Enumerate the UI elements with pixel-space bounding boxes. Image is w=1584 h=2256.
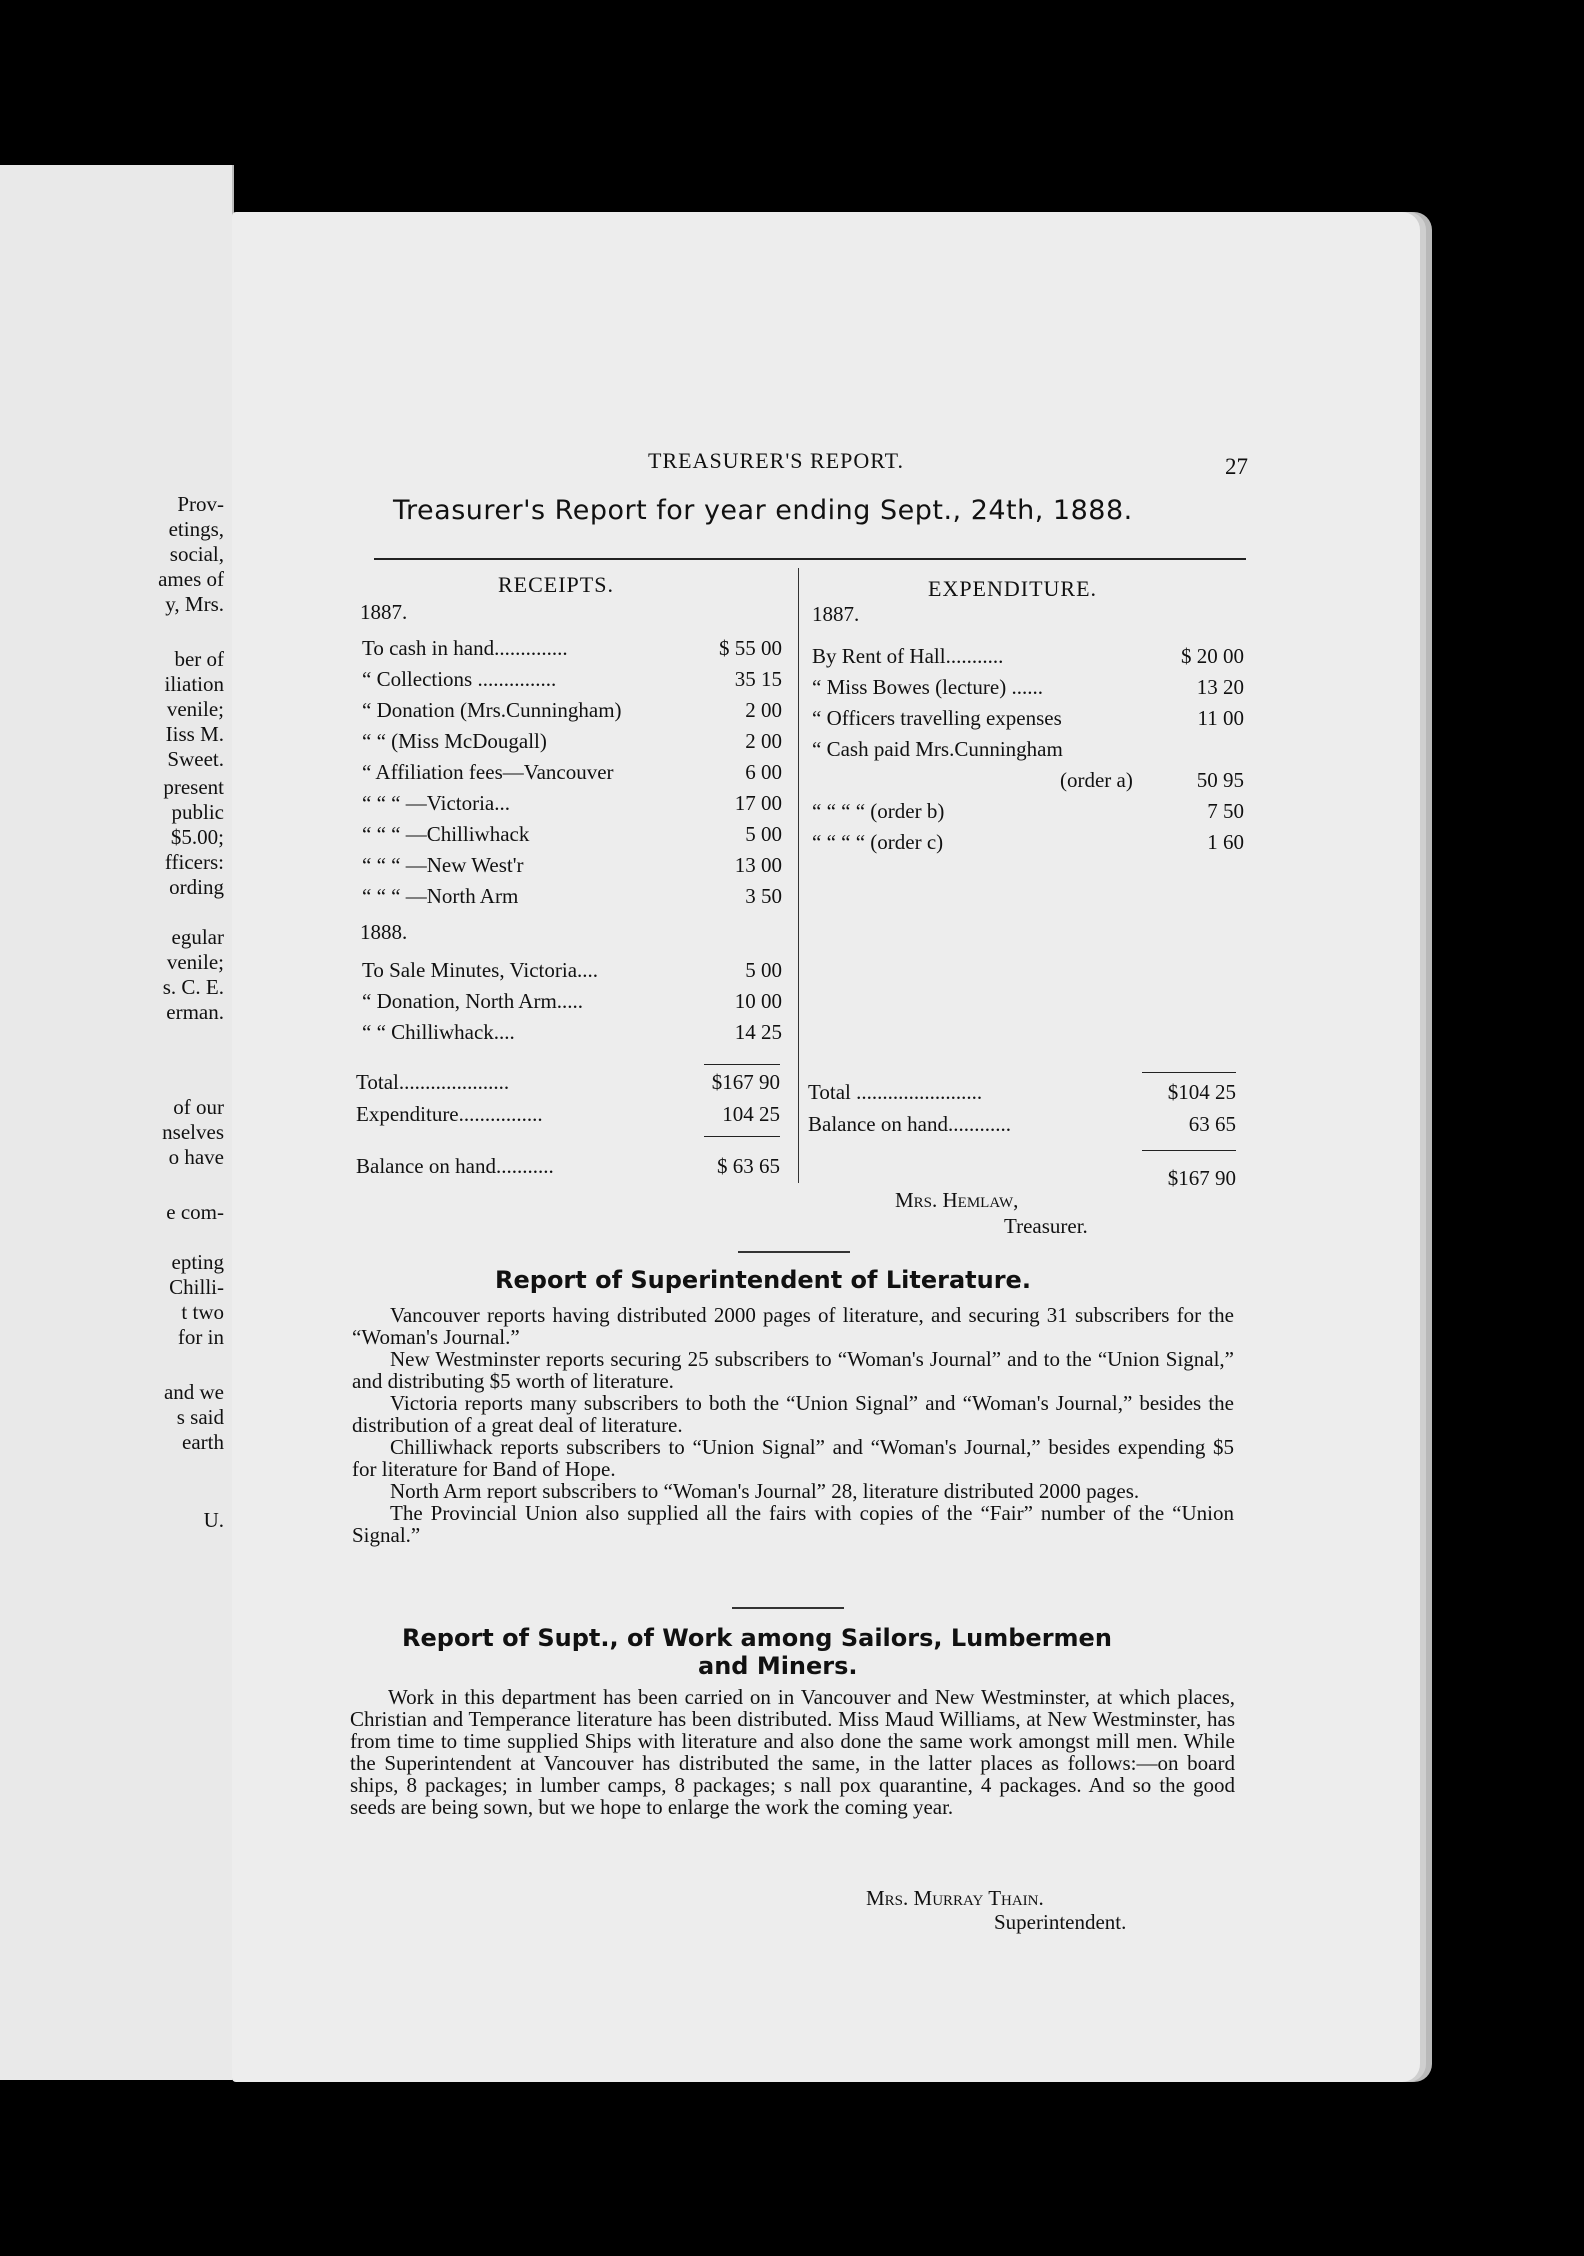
literature-paragraph: North Arm report subscribers to “Woman's Journal” 28, literature distributed 2000 pages.: [390, 1479, 1140, 1503]
left-page: [0, 165, 234, 2080]
receipts-balance-label: Balance on hand...........: [356, 1154, 554, 1178]
expenditure-label: “ “ “ “ (order b): [812, 799, 945, 823]
expenditure-label: “ Officers travelling expenses: [812, 706, 1062, 730]
literature-paragraph: The Provincial Union also supplied all the fairs with copies of the “Fair” number of the “Union Signal.”: [352, 1501, 1234, 1547]
receipts-label: “ Collections ...............: [362, 667, 557, 691]
receipts-year-1888: 1888.: [360, 920, 408, 944]
superintendent-title: Superintendent.: [994, 1910, 1127, 1934]
left-page-fragment: o have: [168, 1145, 224, 1169]
receipts-label: “ “ “ —New West'r: [362, 853, 524, 877]
receipts-label: “ Affiliation fees—Vancouver: [362, 760, 614, 784]
section-divider-1: [738, 1251, 850, 1253]
left-page-fragment: social,: [169, 542, 224, 566]
receipts-label: “ “ (Miss McDougall): [362, 729, 547, 753]
receipts-label: To Sale Minutes, Victoria....: [362, 958, 599, 982]
receipts-expenditure-label: Expenditure................: [356, 1102, 543, 1126]
expenditure-amount: $ 20 00: [1181, 644, 1244, 668]
receipts-label: “ “ Chilliwhack....: [362, 1020, 515, 1044]
left-page-fragment: U.: [203, 1508, 224, 1532]
expenditure-amount: 50 95: [1196, 768, 1244, 792]
receipts-amount: 35 15: [734, 667, 782, 691]
expenditure-amount: 11 00: [1197, 706, 1244, 730]
left-page-fragment: ames of: [158, 567, 224, 591]
receipts-label: “ “ “ —North Arm: [362, 884, 519, 908]
expenditure-label: By Rent of Hall...........: [812, 644, 1004, 668]
left-page-fragment: of our: [173, 1095, 224, 1119]
receipts-amount: 2 00: [745, 698, 782, 722]
receipts-amount: 13 00: [734, 853, 782, 877]
left-page-fragment: t two: [181, 1300, 224, 1324]
receipts-total-label: Total.....................: [356, 1070, 510, 1094]
left-page-fragment: and we: [163, 1380, 224, 1404]
superintendent-name: Mrs. Murray Thain.: [866, 1886, 1044, 1910]
sailors-title-line1: Report of Supt., of Work among Sailors, Lumbermen: [402, 1624, 1112, 1652]
receipts-balance: $ 63 65: [717, 1154, 780, 1178]
expenditure-label: “ Cash paid Mrs.Cunningham: [812, 737, 1063, 761]
literature-paragraph: Chilliwhack reports subscribers to “Union Signal” and “Woman's Journal,” besides expending $5 for literature for Band of Hope.: [352, 1435, 1234, 1481]
literature-title: Report of Superintendent of Literature.: [495, 1266, 1031, 1294]
left-page-fragment: public: [171, 800, 224, 824]
sailors-title-line2: and Miners.: [698, 1652, 858, 1680]
receipts-amount: 10 00: [734, 989, 782, 1013]
left-page-fragment: fficers:: [164, 850, 224, 874]
left-page-fragment: Chilli-: [169, 1275, 224, 1299]
expenditure-label: “ “ “ “ (order c): [812, 830, 944, 854]
expenditure-amount: 13 20: [1196, 675, 1244, 699]
literature-paragraph: Victoria reports many subscribers to both the “Union Signal” and “Woman's Journal,” besides the distribution of a great deal of literature.: [352, 1391, 1234, 1437]
left-page-fragment: erman.: [166, 1000, 224, 1024]
receipts-heading: RECEIPTS.: [498, 572, 614, 597]
receipts-label: To cash in hand..............: [362, 636, 568, 660]
page-number: 27: [1225, 454, 1248, 479]
left-page-fragment: s. C. E.: [162, 975, 224, 999]
receipts-amount: 14 25: [734, 1020, 782, 1044]
expenditure-label: “ Miss Bowes (lecture) ......: [812, 675, 1043, 699]
running-head: TREASURER'S REPORT.: [648, 448, 904, 473]
left-page-fragment: ber of: [174, 647, 224, 671]
left-page-fragment: earth: [182, 1430, 224, 1454]
expenditure-amount: 7 50: [1207, 799, 1244, 823]
expenditure-heading: EXPENDITURE.: [928, 576, 1098, 601]
expenditure-label: (order a): [1060, 768, 1133, 792]
receipts-label: “ “ “ —Victoria...: [362, 791, 511, 815]
expenditure-total: $104 25: [1167, 1080, 1236, 1104]
left-page-fragment: nselves: [162, 1120, 224, 1144]
sailors-body: [350, 1686, 1235, 1818]
receipts-label: “ Donation, North Arm.....: [362, 989, 584, 1013]
receipts-amount: 2 00: [745, 729, 782, 753]
left-page-fragment: iliation: [164, 672, 224, 696]
left-page-fragment: Iiss M.: [165, 722, 224, 746]
literature-paragraph: New Westminster reports securing 25 subscribers to “Woman's Journal” and to the “Union Signal,” and distributing $5 worth of literature.: [352, 1347, 1234, 1393]
receipts-amount: 6 00: [745, 760, 782, 784]
receipts-total: $167 90: [711, 1070, 780, 1094]
expenditure-balance-label: Balance on hand............: [808, 1112, 1011, 1136]
column-divider: [798, 568, 799, 1183]
receipts-year-1887: 1887.: [360, 600, 408, 624]
sailors-paragraph: Work in this department has been carried on in Vancouver and New Westminster, at which places, Christian and Temperance literature has been distributed. Miss Maud Williams, at New Westminster, has from time to time supplied Ships with literature and also done the same work amongst mill men. While the Superintendent at Vancouver has distributed the same, in the latter places as follows:—on board ships, 8 packages; in lumber camps, 8 packages; s nall pox quarantine, 4 packages. And so the good seeds are being sown, but we hope to enlarge the work the coming year.: [350, 1685, 1235, 1819]
expenditure-amount: 1 60: [1207, 830, 1244, 854]
left-page-fragment: $5.00;: [170, 825, 224, 849]
receipts-amount: 5 00: [745, 958, 782, 982]
expenditure-grand-rule: [1142, 1150, 1236, 1151]
left-page-fragment: s said: [176, 1405, 224, 1429]
receipts-amount: $ 55 00: [719, 636, 782, 660]
treasurer-name: Mrs. Hemlaw,: [895, 1188, 1019, 1212]
receipts-amount: 3 50: [745, 884, 782, 908]
expenditure-balance: 63 65: [1188, 1112, 1236, 1136]
title-rule: [374, 558, 1246, 560]
page-title: Treasurer's Report for year ending Sept., 24th, 1888.: [393, 495, 1133, 526]
receipts-sum-rule: [704, 1064, 780, 1065]
left-page-fragment: y, Mrs.: [165, 592, 224, 616]
left-page-fragment: epting: [171, 1250, 224, 1274]
left-page-fragment: ording: [169, 875, 224, 899]
left-page-fragment: e com-: [166, 1200, 224, 1224]
receipts-expenditure: 104 25: [722, 1102, 780, 1126]
receipts-balance-rule: [704, 1136, 780, 1137]
receipts-label: “ “ “ —Chilliwhack: [362, 822, 530, 846]
left-page-fragment: Sweet.: [167, 747, 224, 771]
expenditure-year: 1887.: [812, 602, 860, 626]
literature-paragraph: Vancouver reports having distributed 2000 pages of literature, and securing 31 subscribers for the “Woman's Journal.”: [352, 1303, 1234, 1349]
receipts-amount: 5 00: [745, 822, 782, 846]
left-page-fragment: venile;: [166, 697, 224, 721]
receipts-amount: 17 00: [734, 791, 782, 815]
expenditure-grand-total: $167 90: [1167, 1166, 1236, 1190]
expenditure-sum-rule: [1142, 1072, 1236, 1073]
left-page-fragment: for in: [177, 1325, 224, 1349]
left-page-fragment: egular: [171, 925, 224, 949]
left-page-fragment: Prov-: [177, 492, 224, 516]
treasurer-title: Treasurer.: [1004, 1214, 1088, 1238]
left-page-fragment: venile;: [166, 950, 224, 974]
receipts-label: “ Donation (Mrs.Cunningham): [362, 698, 622, 722]
expenditure-total-label: Total ........................: [808, 1080, 983, 1104]
literature-body: [352, 1304, 1234, 1546]
left-page-fragment: present: [163, 775, 224, 799]
left-page-fragment: etings,: [168, 517, 224, 541]
section-divider-2: [732, 1607, 844, 1609]
